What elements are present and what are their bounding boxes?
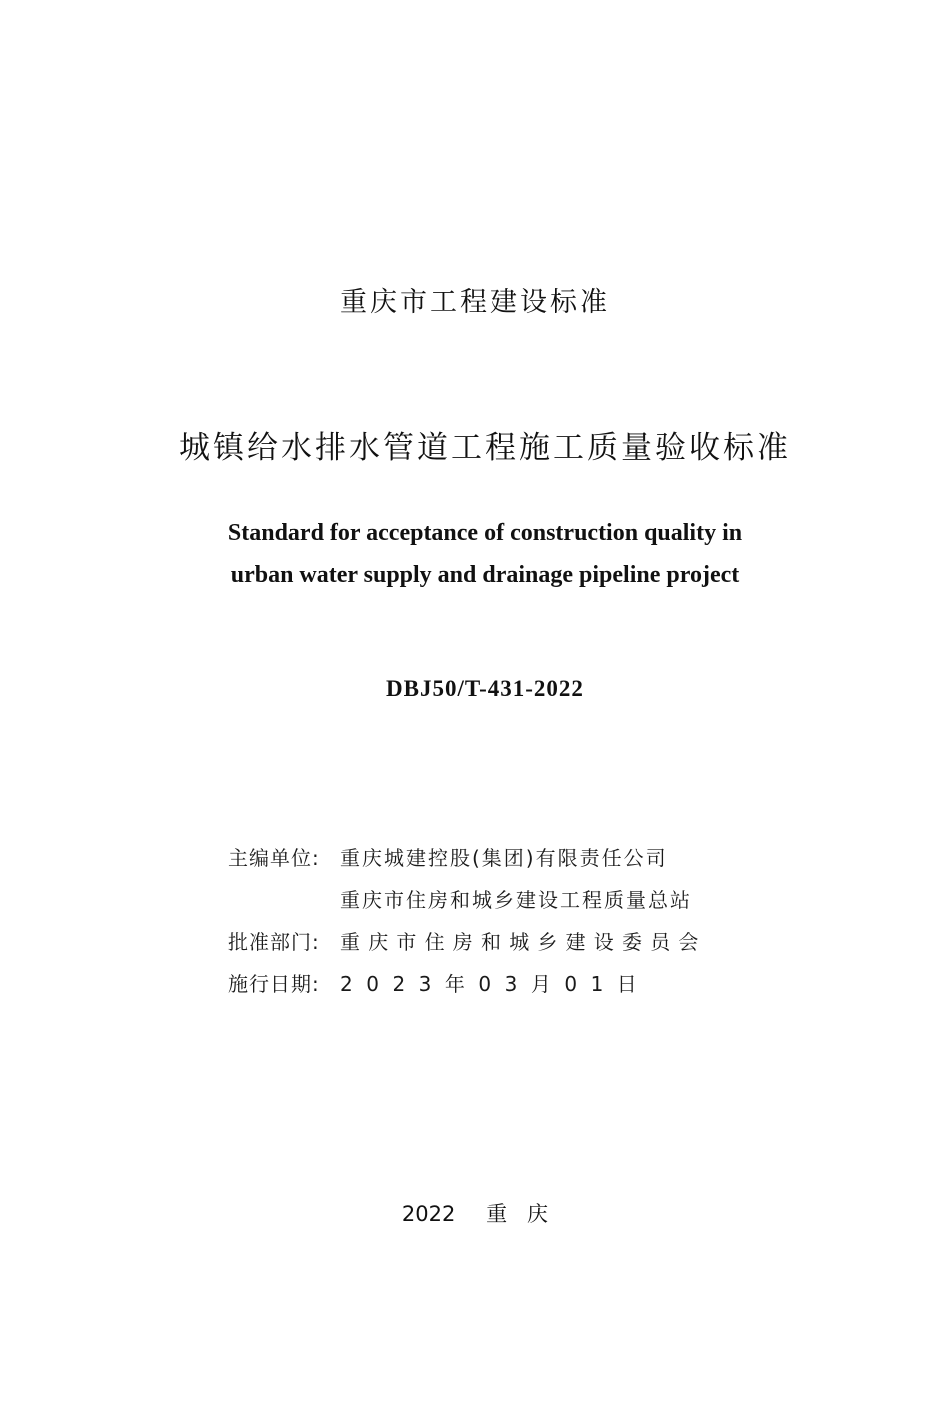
editor-primary: 重庆城建控股(集团)有限责任公司 [340, 846, 668, 870]
effective-date-value: 2023年03月01日 [340, 972, 651, 996]
publication-footer [0, 1198, 950, 1228]
approver-value: 重庆市住房和城乡建设委员会 [340, 930, 707, 954]
editor-label-spacer [228, 882, 340, 924]
approver-row [228, 924, 748, 966]
main-title: 城镇给水排水管道工程施工质量验收标准 [179, 430, 791, 466]
english-title-line-1: Standard for acceptance of construction quality in [227, 520, 743, 546]
effective-date-label: 施行日期: [228, 972, 320, 996]
standard-number: DBJ50/T-431-2022 [386, 676, 584, 701]
editor-label: 主编单位: [228, 846, 320, 870]
approver-label: 批准部门: [228, 930, 320, 954]
editor-secondary: 重庆市住房和城乡建设工程质量总站 [340, 888, 692, 912]
series-title: 重庆市工程建设标准 [340, 287, 610, 318]
publication-info [228, 840, 748, 1008]
publication-city: 重庆 [486, 1202, 569, 1226]
english-title [0, 512, 950, 596]
english-title-line-2: urban water supply and drainage pipeline project [230, 562, 740, 588]
editor-row [228, 840, 748, 882]
publication-year: 2022 [401, 1202, 456, 1226]
effective-date-row [228, 966, 748, 1008]
editor-row-2 [228, 882, 748, 924]
